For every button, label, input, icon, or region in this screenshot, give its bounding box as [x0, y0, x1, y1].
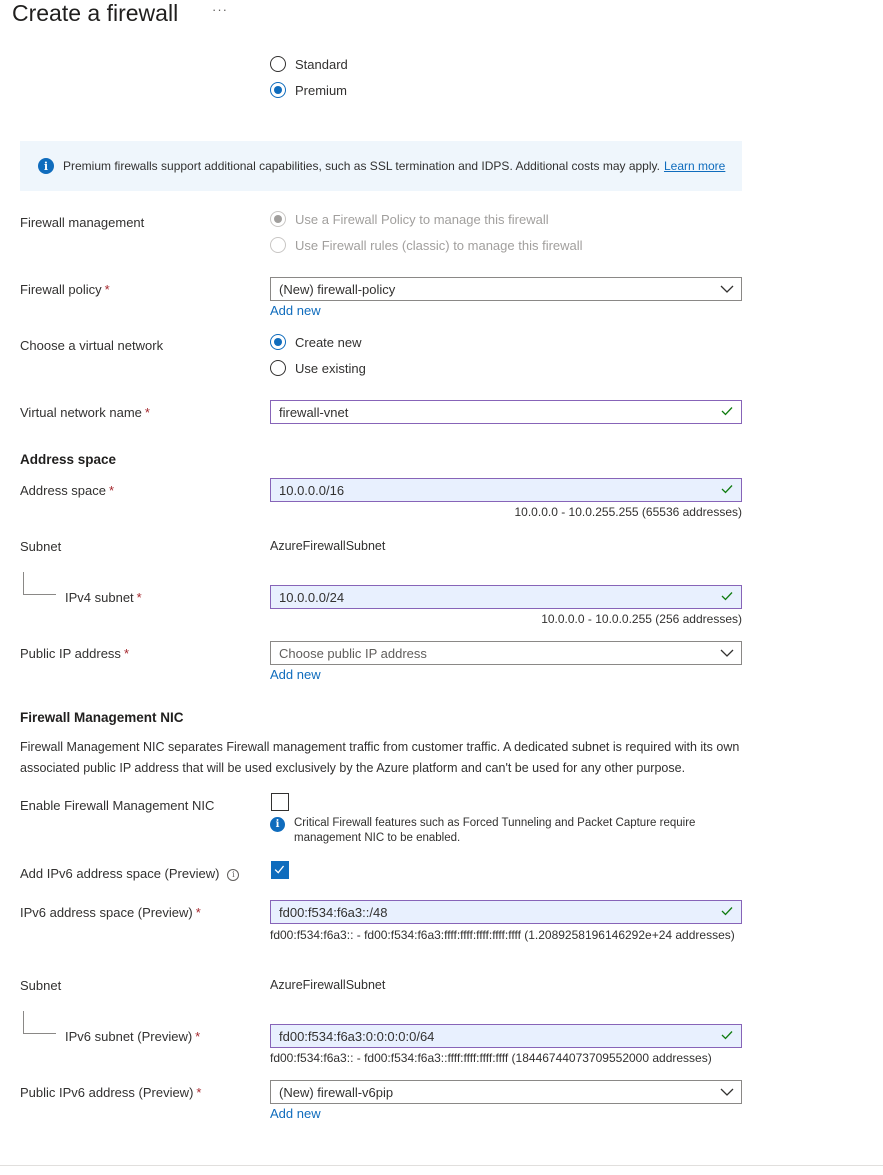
public-ip-label: [20, 646, 129, 661]
radio-label: Use existing: [295, 360, 366, 376]
add-ipv6-label: [20, 866, 239, 881]
chevron-down-icon: [720, 648, 734, 658]
checkmark-icon: [720, 589, 734, 603]
radio-create-new[interactable]: [270, 332, 361, 352]
mgmt-nic-heading: Firewall Management NIC: [20, 710, 184, 725]
add-new-public-ipv6-link[interactable]: Add new: [270, 1106, 321, 1121]
mgmt-nic-description: Firewall Management NIC separates Firewall management traffic from customer traffic. A dedicated subnet is required with its own associated public IP address that will be used exclusively by the Azure platform and can't be used for any other purpose.: [20, 740, 740, 775]
add-new-public-ip-link[interactable]: Add new: [270, 667, 321, 682]
public-ip-dropdown[interactable]: [270, 641, 742, 665]
label-text: Address space: [20, 483, 106, 498]
subnet-label: Subnet: [20, 539, 62, 554]
checkmark-icon: [720, 1028, 734, 1042]
vnet-name-label: [20, 405, 150, 420]
ipv4-subnet-label: [65, 590, 142, 605]
tree-connector-horizontal: [23, 594, 56, 595]
ipv6-subnet-range-hint: fd00:f534:f6a3:: - fd00:f534:f6a3::ffff:ffff:ffff:ffff (18446744073709552000 addresses): [270, 1051, 712, 1065]
more-options-icon[interactable]: ···: [212, 2, 228, 17]
enable-mgmt-nic-checkbox[interactable]: [271, 793, 289, 811]
add-new-policy-link[interactable]: Add new: [270, 303, 321, 318]
radio-circle-icon: [270, 56, 286, 72]
radio-selected-icon: [270, 334, 286, 350]
subnet-v6-value: AzureFirewallSubnet: [270, 978, 386, 992]
firewall-management-label: Firewall management: [20, 215, 145, 230]
radio-circle-icon: [270, 360, 286, 376]
radio-premium[interactable]: [270, 80, 347, 100]
dropdown-value: (New) firewall-v6pip: [279, 1084, 394, 1100]
ipv6-subnet-label: [65, 1029, 200, 1044]
virtual-network-label: Choose a virtual network: [20, 338, 164, 353]
chevron-down-icon: [720, 1087, 734, 1097]
radio-label: Create new: [295, 334, 362, 350]
label-text: Public IP address: [20, 646, 121, 661]
subnet-value: AzureFirewallSubnet: [270, 539, 386, 553]
address-space-label: [20, 483, 114, 498]
radio-use-existing[interactable]: [270, 358, 366, 378]
label-text: Public IPv6 address (Preview): [20, 1085, 194, 1100]
learn-more-link[interactable]: Learn more: [663, 159, 726, 173]
tree-connector-vertical: [23, 572, 24, 594]
ipv6-space-range-hint: fd00:f534:f6a3:: - fd00:f534:f6a3:ffff:ffff:ffff:ffff:ffff (1.2089258196146292e+24 addresses): [270, 928, 735, 942]
footer-divider: [0, 1165, 883, 1166]
subnet-v6-label: Subnet: [20, 978, 62, 993]
required-marker: *: [136, 590, 142, 605]
checkmark-icon: [720, 404, 734, 418]
required-marker: *: [144, 405, 150, 420]
info-icon: i: [38, 158, 54, 174]
chevron-down-icon: [720, 284, 734, 294]
page-title: Create a firewall: [12, 0, 179, 26]
required-marker: *: [123, 646, 129, 661]
dropdown-placeholder: Choose public IP address: [279, 645, 427, 661]
radio-label: Use Firewall rules (classic) to manage this firewall: [295, 237, 583, 253]
info-icon: i: [270, 817, 285, 832]
radio-selected-icon: [270, 211, 286, 227]
input-value: 10.0.0.0/24: [279, 589, 345, 605]
required-marker: *: [196, 1085, 202, 1100]
label-text: Virtual network name: [20, 405, 142, 420]
label-text: IPv4 subnet: [65, 590, 134, 605]
dropdown-value: (New) firewall-policy: [279, 281, 396, 297]
radio-standard[interactable]: [270, 54, 348, 74]
vnet-name-input[interactable]: [270, 400, 742, 424]
enable-mgmt-nic-label: Enable Firewall Management NIC: [20, 798, 215, 813]
radio-circle-icon: [270, 237, 286, 253]
address-space-heading: Address space: [20, 452, 117, 467]
ipv4-subnet-range-hint: 10.0.0.0 - 10.0.0.255 (256 addresses): [541, 612, 742, 626]
address-space-input[interactable]: [270, 478, 742, 502]
public-ipv6-dropdown[interactable]: [270, 1080, 742, 1104]
ipv4-subnet-input[interactable]: [270, 585, 742, 609]
address-space-range-hint: 10.0.0.0 - 10.0.255.255 (65536 addresses): [514, 505, 742, 519]
tree-connector-vertical: [23, 1011, 24, 1033]
radio-selected-icon: [270, 82, 286, 98]
ipv6-space-label: [20, 905, 201, 920]
radio-label: Premium: [295, 82, 348, 98]
checkmark-icon: [720, 904, 734, 918]
firewall-policy-label: [20, 282, 110, 297]
mgmt-nic-info-text: Critical Firewall features such as Forced Tunneling and Packet Capture require management NIC to be enabled.: [294, 817, 696, 844]
input-value: fd00:f534:f6a3::/48: [279, 904, 388, 920]
label-text: Firewall policy: [20, 282, 102, 297]
info-banner: [20, 141, 742, 191]
label-text: Add IPv6 address space (Preview): [20, 866, 220, 881]
radio-use-classic-rules: [270, 235, 583, 255]
checkmark-icon: [720, 482, 734, 496]
input-value: 10.0.0.0/16: [279, 482, 345, 498]
ipv6-subnet-input[interactable]: [270, 1024, 742, 1048]
radio-label: Use a Firewall Policy to manage this firewall: [295, 211, 549, 227]
radio-use-policy: [270, 209, 549, 229]
ipv6-space-input[interactable]: [270, 900, 742, 924]
required-marker: *: [195, 905, 201, 920]
label-text: IPv6 subnet (Preview): [65, 1029, 193, 1044]
firewall-policy-dropdown[interactable]: [270, 277, 742, 301]
required-marker: *: [109, 483, 115, 498]
mgmt-nic-info: [270, 816, 740, 846]
input-value: firewall-vnet: [279, 404, 349, 420]
tree-connector-horizontal: [23, 1033, 56, 1034]
public-ipv6-label: [20, 1085, 201, 1100]
info-tooltip-icon[interactable]: i: [227, 869, 239, 881]
label-text: IPv6 address space (Preview): [20, 905, 193, 920]
info-banner-text: Premium firewalls support additional capabilities, such as SSL termination and IDPS. Additional costs may apply.: [63, 159, 660, 173]
checkmark-icon: [272, 862, 288, 878]
required-marker: *: [104, 282, 110, 297]
required-marker: *: [195, 1029, 201, 1044]
add-ipv6-checkbox[interactable]: [271, 861, 289, 879]
input-value: fd00:f534:f6a3:0:0:0:0:0/64: [279, 1028, 435, 1044]
radio-label: Standard: [295, 56, 348, 72]
